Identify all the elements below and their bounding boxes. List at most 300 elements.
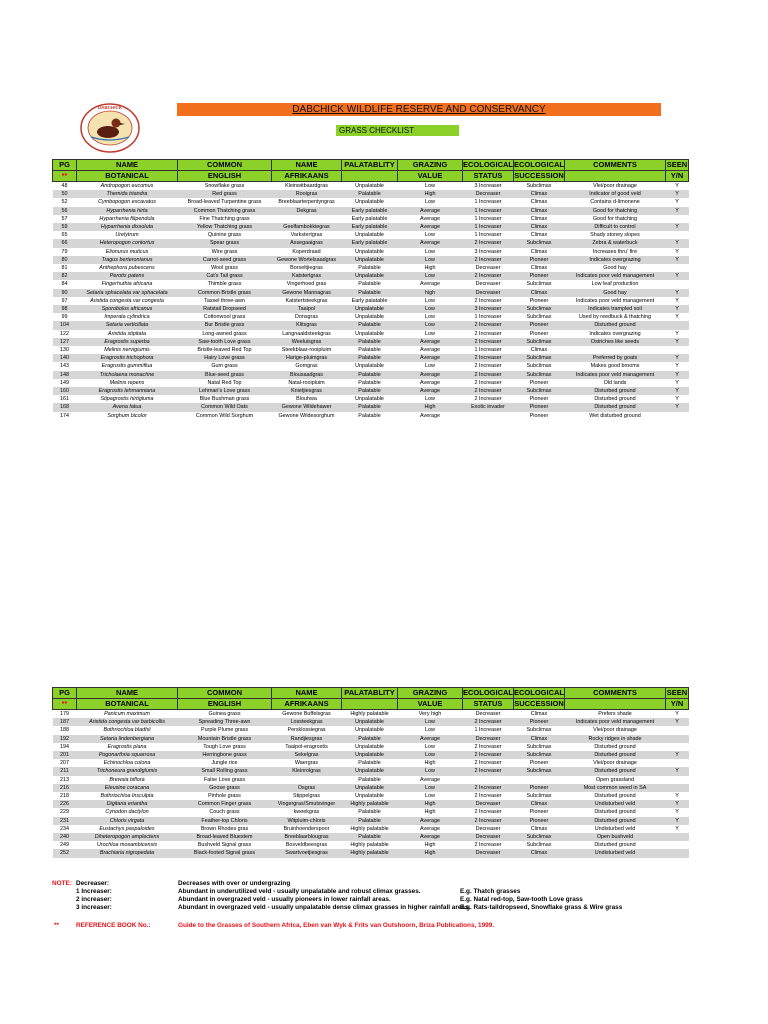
table-cell: Average xyxy=(398,371,463,379)
table-cell: Climax xyxy=(530,711,548,717)
reference-label: REFERENCE BOOK No.: xyxy=(76,922,151,929)
table-cell: 211 xyxy=(53,767,77,775)
table-cell: 2 Increaser xyxy=(474,379,502,386)
table-cell: 84 xyxy=(61,281,68,288)
table-cell: Snowflake grass xyxy=(204,183,245,189)
table-cell: Palatable xyxy=(358,412,381,419)
header-cell: SEEN xyxy=(666,160,688,169)
table-cell: 50 xyxy=(53,190,77,198)
table-cell: Common Wild Sorghum xyxy=(195,412,254,419)
table-cell: 99 xyxy=(61,314,68,321)
table-row xyxy=(53,207,689,215)
table-cell: Anthephora pubescens xyxy=(99,265,155,272)
table-row xyxy=(53,338,689,346)
table-cell: Tassel three-awn xyxy=(204,297,245,304)
table-cell: 2 Increaser xyxy=(463,272,514,280)
table-cell: Thimble grass xyxy=(207,281,242,288)
table-cell: Guinea grass xyxy=(208,711,241,717)
table-row xyxy=(53,833,689,841)
table-cell xyxy=(463,776,514,784)
table-cell: Palatable xyxy=(342,371,398,379)
table-cell: Couch grass xyxy=(209,809,240,816)
table-cell: 1 Increaser xyxy=(474,232,502,239)
table-cell: Blue-seed grass xyxy=(178,371,272,379)
table-cell: 194 xyxy=(60,743,69,750)
table-cell: Subclimax xyxy=(526,793,552,800)
table-cell: Palatable xyxy=(358,281,381,288)
table-cell: Vlei/poor drainage xyxy=(593,183,637,189)
table-cell: Indicator of good veld xyxy=(565,190,666,198)
table-cell: Sporobolus africanus xyxy=(77,305,178,313)
table-cell: Goose grass xyxy=(178,784,272,792)
table-row xyxy=(53,718,689,726)
grass-table-1 xyxy=(52,159,689,420)
table-cell: 1 Increaser xyxy=(474,347,502,354)
header-cell: NAME xyxy=(77,688,178,699)
header-cell: SEEN xyxy=(666,688,688,697)
table-cell: 160 xyxy=(53,387,77,395)
table-cell: 2 Increaser xyxy=(463,256,514,264)
table-row xyxy=(53,743,689,751)
table-cell: 82 xyxy=(53,272,77,280)
table-cell: Vingergras/Smutsvinger xyxy=(272,800,342,808)
table-row xyxy=(53,735,689,743)
table-cell: Undisturbed veld xyxy=(565,800,666,808)
table-cell: Cat's Tail grass xyxy=(178,272,272,280)
table-cell: Panicum maximum xyxy=(104,711,150,717)
table-row xyxy=(53,198,689,206)
table-cell: Y xyxy=(666,239,689,247)
table-cell: Subclimax xyxy=(526,183,552,189)
table-cell: Disturbed ground xyxy=(594,793,636,800)
table-cell: Y xyxy=(666,371,689,379)
table-cell xyxy=(666,759,689,767)
table-cell xyxy=(666,321,689,329)
table-cell xyxy=(666,231,689,239)
table-cell: Cynodon dactylon xyxy=(105,809,149,816)
table-cell: Eleusine coracana xyxy=(77,784,178,792)
table-cell: Low xyxy=(398,305,463,313)
table-cell: Wet disturbed ground xyxy=(589,412,641,419)
table-cell: Climax xyxy=(514,735,565,743)
table-cell: Breeblaarterpentyngras xyxy=(278,199,335,206)
table-cell xyxy=(666,346,689,354)
table-cell: 226 xyxy=(53,800,77,808)
table-cell: Palatable xyxy=(342,403,398,411)
note-desc: Abundant in overgrazed veld - usually unpalatable dense climax grasses in higher rainfall areas. xyxy=(178,904,471,911)
table-cell: Ratstail Dropseed xyxy=(178,305,272,313)
page-subtitle: GRASS CHECKLIST xyxy=(336,125,459,136)
table-cell: 80 xyxy=(53,256,77,264)
table-cell: Borseltjiegras xyxy=(290,265,323,272)
table-cell: Quinine grass xyxy=(207,232,242,239)
table-cell: 2 Increaser xyxy=(474,330,502,337)
table-cell: Unpalatable xyxy=(342,272,398,280)
table-cell: Lossteekgras xyxy=(272,718,342,726)
header-cell: BOTANICAL xyxy=(77,171,178,182)
table-cell: Cymbopogon excavatus xyxy=(98,199,156,206)
table-row xyxy=(53,412,689,420)
table-cell: Pioneer xyxy=(514,321,565,329)
table-cell: Low xyxy=(425,793,435,800)
table-row xyxy=(53,239,689,247)
table-cell: Y xyxy=(666,223,689,231)
table-cell: 218 xyxy=(60,793,69,800)
table-cell: 161 xyxy=(60,396,69,403)
table-cell: Preferred by goats xyxy=(565,354,666,362)
table-cell: Decreaser xyxy=(463,849,514,857)
table-cell: Palatable xyxy=(358,809,381,816)
header-cell: PG xyxy=(53,160,77,171)
table-cell: Disturbed ground xyxy=(565,767,666,775)
table-cell: Common Bristle grass xyxy=(178,289,272,297)
table-cell: Melinis repens xyxy=(109,379,145,386)
table-cell: Assegaaigras xyxy=(272,239,342,247)
table-cell: Eragrostis gummiflua xyxy=(101,363,153,370)
table-cell: Palatable xyxy=(358,760,381,767)
table-cell: Y xyxy=(675,396,679,403)
table-cell: Disturbed ground xyxy=(594,842,636,849)
table-cell: Kleinrolgras xyxy=(272,767,342,775)
table-cell: 2 Increaser xyxy=(474,363,502,370)
table-cell: Aristida congesta var barbicollis xyxy=(77,718,178,726)
table-row xyxy=(53,272,689,280)
table-cell: Pioneer xyxy=(514,718,565,726)
table-cell: Taaipol-eragrostis xyxy=(285,743,328,750)
table-cell: Unpalatable xyxy=(342,784,398,792)
svg-text:DABCHICK: DABCHICK xyxy=(98,105,122,110)
table-row xyxy=(53,387,689,395)
table-cell: Pioneer xyxy=(529,412,549,419)
table-cell: Carrot-seed grass xyxy=(178,256,272,264)
table-cell: Average xyxy=(398,207,463,215)
table-cell: Hyparrhenia dissoluta xyxy=(77,223,178,231)
table-cell: Increases thru' fire xyxy=(592,248,638,255)
table-cell: Decreaser xyxy=(475,825,501,832)
table-row xyxy=(53,841,689,849)
table-cell: Ostriches like seeds xyxy=(565,338,666,346)
table-header xyxy=(53,160,689,182)
table-cell: Low xyxy=(398,751,463,759)
header-cell: ECOLOGICAL xyxy=(463,688,513,697)
table-cell: Long-awned grass xyxy=(202,330,247,337)
table-cell: Y xyxy=(675,297,679,304)
table-cell: 1 Increaser xyxy=(463,207,514,215)
table-cell: high xyxy=(398,289,463,297)
table-cell: Subclimax xyxy=(514,371,565,379)
table-cell: Undisturbed veld xyxy=(594,825,636,832)
table-row xyxy=(53,223,689,231)
table-cell: 127 xyxy=(53,338,77,346)
table-cell: Blousaadgras xyxy=(272,371,342,379)
table-cell: Subclimax xyxy=(514,751,565,759)
table-cell: 97 xyxy=(61,297,68,304)
table-cell xyxy=(666,833,689,841)
table-cell: 59 xyxy=(53,223,77,231)
table-cell: 234 xyxy=(60,825,69,832)
table-cell: Contains d-limonene xyxy=(590,199,640,206)
table-cell: Decreaser xyxy=(463,190,514,198)
table-cell xyxy=(666,776,689,784)
table-cell: Decreaser xyxy=(463,800,514,808)
table-cell: Eragrostis trichophora xyxy=(77,354,178,362)
header-cell xyxy=(565,171,666,182)
table-cell: 122 xyxy=(60,330,69,337)
table-cell: Very high xyxy=(418,711,442,717)
table-cell: Climax xyxy=(514,207,565,215)
table-cell: Common Wild Oats xyxy=(178,403,272,411)
table-cell: 240 xyxy=(53,833,77,841)
table-cell: Rocky ridges in shade xyxy=(565,735,666,743)
table-cell: Katstertsteekgras xyxy=(285,297,328,304)
table-cell: Disturbed ground xyxy=(565,321,666,329)
table-cell: Subclimax xyxy=(514,387,565,395)
table-cell: Tricholaena monachne xyxy=(77,371,178,379)
table-cell: Hyparrhenia filipendula xyxy=(99,215,155,222)
table-cell: 1 Increaser xyxy=(474,215,502,222)
table-cell: High xyxy=(398,190,463,198)
table-cell: Y xyxy=(675,248,679,255)
table-cell: 2 Increaser xyxy=(474,842,502,849)
table-cell: Knietjiesgras xyxy=(272,387,342,395)
table-row xyxy=(53,776,689,784)
table-cell: Low xyxy=(425,743,435,750)
table-cell: Climax xyxy=(530,232,548,239)
header-cell: ECOLOGICAL xyxy=(514,160,564,169)
table-cell: Gewone Wortelsaadgras xyxy=(272,256,342,264)
table-cell: Witpluim-chloris xyxy=(272,817,342,825)
table-cell: Climax xyxy=(530,347,548,354)
table-cell: 2 Increaser xyxy=(474,809,502,816)
table-cell: Subclimax xyxy=(526,281,552,288)
table-cell xyxy=(666,412,689,420)
table-cell: Unpalatable xyxy=(355,314,384,321)
table-cell: Urelytrum xyxy=(115,232,139,239)
table-cell: Disturbed ground xyxy=(594,396,636,403)
table-cell: Osgras xyxy=(272,784,342,792)
table-cell: 2 Increaser xyxy=(463,784,514,792)
table-cell: Unpalatable xyxy=(342,767,398,775)
table-cell: Exotic invader xyxy=(463,403,514,411)
table-row xyxy=(53,280,689,288)
table-cell: Pogonarthria squarrosa xyxy=(77,751,178,759)
table-cell: Indicates trampled soil xyxy=(565,305,666,313)
table-row xyxy=(53,256,689,264)
table-cell: High xyxy=(424,842,436,849)
table-cell: Fine Thatching grass xyxy=(199,215,250,222)
table-cell: Indicates poor veld management xyxy=(575,297,655,304)
table-cell: Low xyxy=(425,314,435,321)
table-cell: Y xyxy=(666,751,689,759)
table-cell: Indicates poor veld management xyxy=(565,371,666,379)
table-cell: Y xyxy=(666,256,689,264)
table-cell: Pioneer xyxy=(514,272,565,280)
table-row xyxy=(53,825,689,833)
table-cell: Palatable xyxy=(342,338,398,346)
header-cell: BOTANICAL xyxy=(77,699,178,710)
table-cell: Y xyxy=(666,207,689,215)
table-cell: 130 xyxy=(60,347,69,354)
header-cell: PALATABLITY xyxy=(342,688,398,699)
table-cell: Setaria verticillata xyxy=(77,321,178,329)
table-cell: Pioneer xyxy=(529,396,549,403)
table-row xyxy=(53,354,689,362)
table-cell: Average xyxy=(420,281,440,288)
table-cell: Used by reedbuck & thatching xyxy=(579,314,651,321)
table-cell xyxy=(666,726,689,734)
notes-section xyxy=(52,880,752,930)
table-cell: Y xyxy=(666,767,689,775)
table-cell: Palatable xyxy=(342,190,398,198)
table-cell: False Love grass xyxy=(203,776,246,783)
table-cell: Climax xyxy=(530,265,548,272)
header-cell xyxy=(342,171,398,182)
table-cell: Elionurus muticus xyxy=(105,248,149,255)
table-cell: Palatable xyxy=(358,265,381,272)
table-cell: Sorghum bicolor xyxy=(107,412,147,419)
table-cell: Average xyxy=(420,379,440,386)
table-cell: 2 Increaser xyxy=(463,751,514,759)
table-cell: Bristle-leaved Red Top xyxy=(197,347,252,354)
table-cell: 207 xyxy=(60,760,69,767)
table-cell: Climax xyxy=(514,289,565,297)
table-cell: Subclimax xyxy=(526,363,552,370)
table-cell: Melinis nervigiumis xyxy=(104,347,150,354)
table-cell xyxy=(666,849,689,857)
table-cell: Y xyxy=(666,190,689,198)
table-cell: 65 xyxy=(61,232,68,239)
table-cell: 2 Increaser xyxy=(474,760,502,767)
table-cell: Vingerhoed gras xyxy=(286,281,327,288)
table-cell: 188 xyxy=(60,727,69,734)
table-cell: Makes good brooms xyxy=(590,363,640,370)
table-row xyxy=(53,784,689,792)
table-cell: Climax xyxy=(514,800,565,808)
table-cell: Echinochloa colona xyxy=(103,760,151,767)
table-cell: Fingerhuthia africana xyxy=(101,281,153,288)
table-cell: Low leaf production xyxy=(591,281,639,288)
table-row xyxy=(53,379,689,387)
table-cell: Broad-leaved Bluestem xyxy=(178,833,272,841)
table-cell: Low xyxy=(425,396,435,403)
table-cell: 2 Increaser xyxy=(463,371,514,379)
table-row xyxy=(53,264,689,272)
table-cell: 48 xyxy=(61,183,68,189)
table-cell: 140 xyxy=(53,354,77,362)
table-cell: Geelfambokkiegras xyxy=(272,223,342,231)
table-row xyxy=(53,362,689,370)
note-key: 1 Increaser: xyxy=(76,888,112,895)
table-cell: Subclimax xyxy=(514,338,565,346)
table-cell: Cottonwool grass xyxy=(203,314,246,321)
header-cell: VALUE xyxy=(398,171,463,182)
table-cell: Bosveldbeesgras xyxy=(285,842,328,849)
table-cell: Y xyxy=(675,330,679,337)
table-cell: Unpalatable xyxy=(355,396,384,403)
table-cell: 90 xyxy=(53,289,77,297)
table-cell: Y xyxy=(675,314,679,321)
table-cell: Palatable xyxy=(358,379,381,386)
table-cell: Waergras xyxy=(294,760,319,767)
table-cell: Tough Love grass xyxy=(203,743,246,750)
table-cell: Disturbed ground xyxy=(594,809,636,816)
table-cell: Y xyxy=(666,272,689,280)
table-cell: Unpalatable xyxy=(342,751,398,759)
table-cell: Small Rolling grass xyxy=(178,767,272,775)
table-cell: High xyxy=(398,403,463,411)
table-cell: Most common weed in SA xyxy=(565,784,666,792)
table-cell: Palatable xyxy=(342,354,398,362)
table-cell: Eragrostis lehmanniana xyxy=(77,387,178,395)
table-cell: Bushveld Signal grass xyxy=(197,842,252,849)
table-cell: Koperdraad xyxy=(292,248,321,255)
table-cell: 2 Increaser xyxy=(463,321,514,329)
table-cell: Unpalatable xyxy=(355,727,384,734)
table-row xyxy=(53,371,689,379)
table-cell: Unpalatable xyxy=(342,718,398,726)
table-cell: Purple Plume grass xyxy=(200,727,249,734)
table-cell: Good hay xyxy=(603,265,627,272)
table-cell: 1 Increaser xyxy=(463,223,514,231)
note-key: 3 increaser: xyxy=(76,904,112,911)
table-cell: Hairy Love grass xyxy=(178,354,272,362)
table-cell: Eragrostis plana xyxy=(107,743,147,750)
table-cell: Lehman's Love grass xyxy=(178,387,272,395)
table-cell: 213 xyxy=(60,776,69,783)
table-cell: Difficult to control xyxy=(565,223,666,231)
table-cell xyxy=(565,346,666,354)
table-cell: Pioneer xyxy=(529,330,549,337)
table-cell: 2 Increaser xyxy=(474,793,502,800)
table-cell: Tragus berteronianus xyxy=(77,256,178,264)
table-cell: 2 Increaser xyxy=(463,718,514,726)
header-cell: NAME xyxy=(77,160,178,171)
table-cell: Donsgras xyxy=(294,314,319,321)
table-cell: Subclimax xyxy=(526,842,552,849)
table-cell: 1 Increaser xyxy=(474,727,502,734)
table-cell: Perotis patens xyxy=(77,272,178,280)
table-cell: Y xyxy=(675,379,679,386)
table-cell: Y xyxy=(666,289,689,297)
header-cell: COMMON xyxy=(178,688,272,699)
table-cell xyxy=(666,735,689,743)
table-cell: Average xyxy=(420,825,440,832)
table-cell: Low xyxy=(425,727,435,734)
table-cell: 2 Increaser xyxy=(463,767,514,775)
table-row xyxy=(53,817,689,825)
table-cell: Climax xyxy=(514,223,565,231)
table-cell: Pinhole grass xyxy=(208,793,241,800)
header-cell: GRAZING xyxy=(398,688,463,699)
reference-mark: ** xyxy=(54,922,59,929)
table-cell: 229 xyxy=(60,809,69,816)
table-cell: Wire grass xyxy=(211,248,238,255)
note-example: E.g. Natal red-top, Saw-tooth Love grass xyxy=(460,896,583,903)
header-cell: AFRIKAANS xyxy=(272,699,342,710)
table-cell: Pioneer xyxy=(514,256,565,264)
table-row xyxy=(53,849,689,857)
table-cell: Common Finger grass xyxy=(178,800,272,808)
table-cell: Pioneer xyxy=(514,403,565,411)
table-cell: Good hay xyxy=(565,289,666,297)
table-cell: 56 xyxy=(53,207,77,215)
table-cell: Brachiaria nigropedata xyxy=(77,849,178,857)
table-row xyxy=(53,330,689,338)
table-cell: Jungle rice xyxy=(211,760,238,767)
table-cell: Early palatable xyxy=(342,223,398,231)
table-cell: Average xyxy=(398,223,463,231)
table-cell: Palatable xyxy=(342,387,398,395)
